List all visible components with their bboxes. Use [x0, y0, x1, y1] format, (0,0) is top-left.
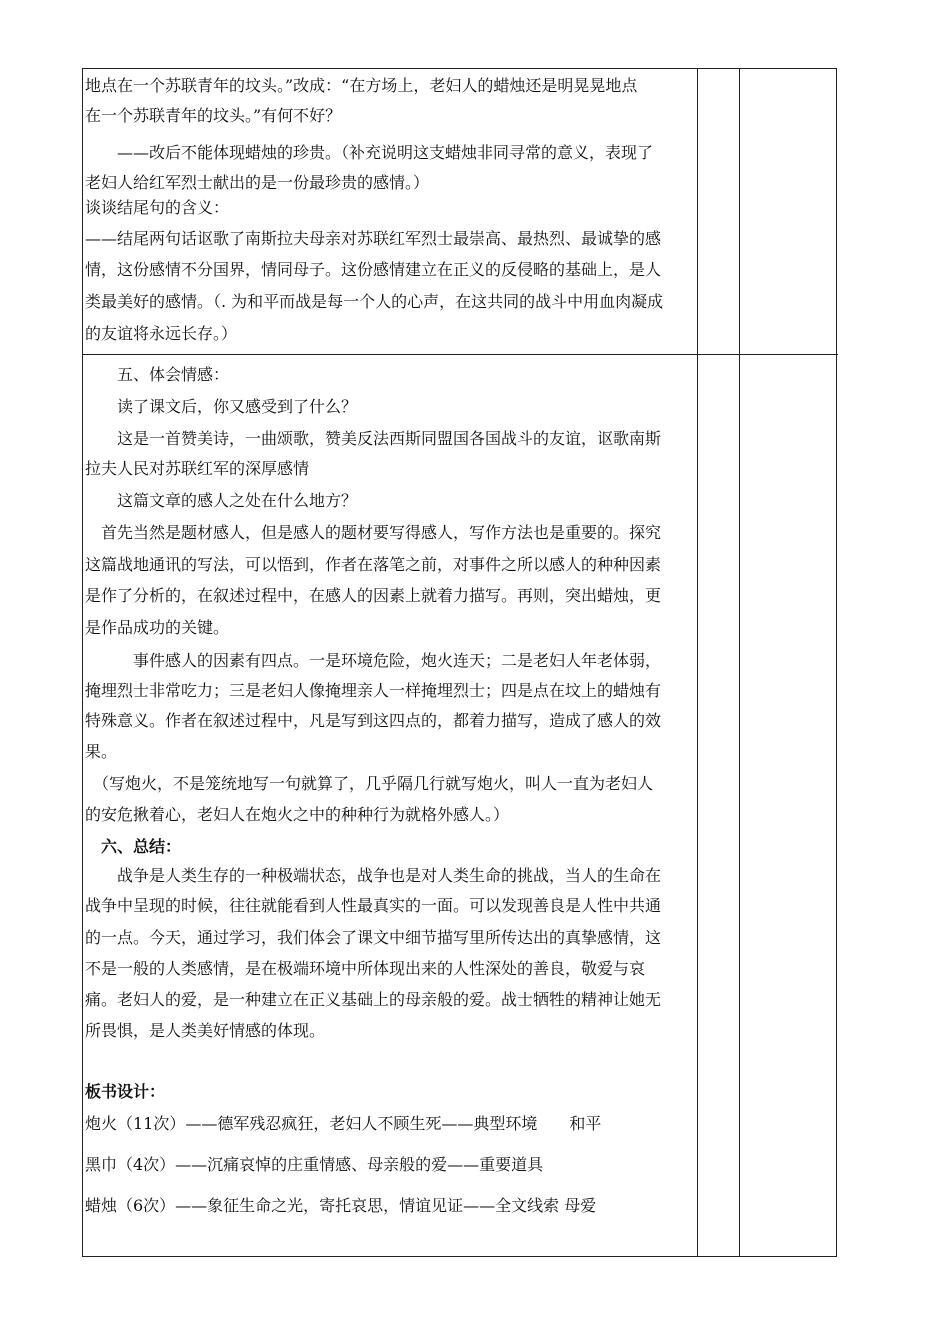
board-line: 黑巾（4次）——沉痛哀悼的庄重情感、母亲般的爱——重要道具	[85, 1155, 544, 1174]
text-line: 所畏惧，是人类美好情感的体现。	[85, 1021, 326, 1040]
text-line: 不是一般的人类感情，是在极端环境中所体现出来的人性深处的善良，敬爱与哀	[85, 959, 646, 978]
text-line: 特殊意义。作者在叙述过程中，凡是写到这四点的，都着力描写，造成了感人的效	[85, 711, 662, 730]
lesson-plan-table	[82, 68, 837, 1257]
text-line: 这篇文章的感人之处在什么地方？	[85, 491, 358, 510]
text-line: 在一个苏联青年的坟头。”有何不好？	[85, 106, 342, 125]
section-heading: 五、体会情感：	[85, 365, 230, 384]
text-line: 战争中呈现的时候，往往就能看到人性最真实的一面。可以发现善良是人性中共通	[85, 896, 662, 915]
board-line: 炮火（11次）——德军残忍疯狂，老妇人不顾生死——典型环境 和平	[85, 1114, 602, 1133]
text-line: 类最美好的感情。（. 为和平而战是每一个人的心声，在这共同的战斗中用血肉凝成	[85, 292, 664, 311]
text-line: 战争是人类生存的一种极端状态，战争也是对人类生命的挑战，当人的生命在	[85, 866, 662, 885]
column-divider-2	[739, 69, 740, 1256]
text-line: 痛。老妇人的爱，是一种建立在正义基础上的母亲般的爱。战士牺牲的精神让她无	[85, 990, 662, 1009]
text-line: 这是一首赞美诗，一曲颂歌，赞美反法西斯同盟国各国战斗的友谊，讴歌南斯	[85, 429, 662, 448]
text-line: 这篇战地通讯的写法，可以悟到，作者在落笔之前，对事件之所以感人的种种因素	[85, 555, 662, 574]
text-line: 老妇人给红军烈士献出的是一份最珍贵的感情。）	[85, 173, 430, 192]
content-cell-analysis	[83, 69, 697, 354]
text-line: 掩埋烈士非常吃力；三是老妇人像掩埋亲人一样掩埋烈士；四是点在坟上的蜡烛有	[85, 681, 662, 700]
text-line: 是作品成功的关键。	[85, 618, 230, 637]
text-line: 读了课文后，你又感受到了什么？	[85, 397, 358, 416]
text-line: 地点在一个苏联青年的坟头。”改成：“在方场上，老妇人的蜡烛还是明晃晃地点	[85, 76, 638, 95]
summary-heading: 六、总结：	[85, 837, 182, 856]
text-line: 的一点。今天，通过学习，我们体会了课文中细节描写里所传达出的真挚感情，这	[85, 928, 662, 947]
text-line: 情，这份感情不分国界，情同母子。这份感情建立在正义的反侵略的基础上，是人	[85, 260, 662, 279]
text-line: ——结尾两句话讴歌了南斯拉夫母亲对苏联红军烈士最崇高、最热烈、最诚挚的感	[85, 229, 662, 248]
board-line: 蜡烛（6次）——象征生命之光，寄托哀思，情谊见证——全文线索 母爱	[85, 1196, 597, 1215]
text-line: 是作了分析的，在叙述过程中，在感人的因素上就着力描写。再则，突出蜡烛，更	[85, 586, 662, 605]
text-line: 果。	[85, 742, 118, 761]
text-line: 事件感人的因素有四点。一是环境危险，炮火连天；二是老妇人年老体弱，	[85, 651, 662, 670]
text-line: 的安危揪着心，老妇人在炮火之中的种种行为就格外感人。）	[85, 805, 510, 824]
text-line: （写炮火，不是笼统地写一句就算了，几乎隔几行就写炮火，叫人一直为老妇人	[85, 774, 654, 793]
content-cell-emotion-summary	[83, 355, 697, 1257]
text-line: 首先当然是题材感人，但是感人的题材要写得感人，写作方法也是重要的。探究	[85, 523, 662, 542]
column-divider-1	[697, 69, 698, 1256]
board-design-heading: 板书设计：	[85, 1082, 166, 1101]
text-line: ——改后不能体现蜡烛的珍贵。（补充说明这支蜡烛非同寻常的意义，表现了	[85, 143, 654, 162]
text-line: 的友谊将永远长存。）	[85, 324, 238, 343]
text-line: 拉夫人民对苏联红军的深厚感情	[85, 459, 310, 478]
text-line: 谈谈结尾句的含义：	[85, 198, 230, 217]
